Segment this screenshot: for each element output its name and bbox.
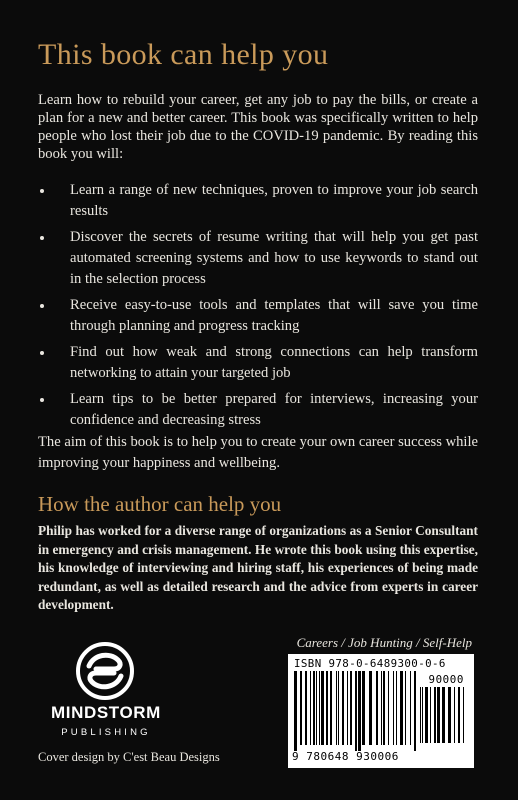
bullet-icon <box>40 236 44 240</box>
swirl-logo-icon <box>76 642 134 700</box>
list-item: Find out how weak and strong connections can help transform networking to attain your targeted job <box>38 342 478 384</box>
publisher-sub: PUBLISHING <box>61 727 151 738</box>
publisher-name: MINDSTORM <box>51 703 161 722</box>
addon-barcode-icon <box>420 687 468 749</box>
intro-paragraph: Learn how to rebuild your career, get any job to pay the bills, or create a plan for a new and better career. This book was specifically written to help people who lost their job due to the COVID-19 pandemic. By reading this book you will: <box>38 92 478 162</box>
cover-credit: Cover design by C'est Beau Designs <box>38 750 220 764</box>
price-code: 90000 <box>428 673 464 686</box>
author-heading: How the author can help you <box>38 492 282 516</box>
category-label: Careers / Job Hunting / Self-Help <box>296 635 472 650</box>
benefits-list <box>38 180 478 436</box>
isbn-number: ISBN 978-0-6489300-0-6 <box>294 657 446 670</box>
isbn-barcode <box>288 654 474 768</box>
barcode-bars-icon <box>294 671 418 751</box>
main-heading: This book can help you <box>38 38 329 71</box>
list-item: Receive easy-to-use tools and templates that will save you time through planning and progress tracking <box>38 295 478 337</box>
bullet-icon <box>40 398 44 402</box>
bullet-icon <box>40 189 44 193</box>
list-item: Learn a range of new techniques, proven to improve your job search results <box>38 180 478 222</box>
list-item: Discover the secrets of resume writing that will help you get past automated screening systems and how to use keywords to stand out in the selection process <box>38 227 478 290</box>
list-item: Learn tips to be better prepared for interviews, increasing your confidence and decreasing stress <box>38 389 478 431</box>
ean-digits: 9 780648 930006 <box>292 750 399 763</box>
bullet-icon <box>40 351 44 355</box>
bullet-icon <box>40 304 44 308</box>
aim-paragraph: The aim of this book is to help you to create your own career success while improving your happiness and wellbeing. <box>38 434 478 471</box>
author-paragraph: Philip has worked for a diverse range of organizations as a Senior Consultant in emergency and crisis management. He wrote this book using this expertise, his knowledge of interviewing and hiring staff, his experiences of being made redundant, as well as detailed research and the advice from experts in career development. <box>38 523 478 612</box>
